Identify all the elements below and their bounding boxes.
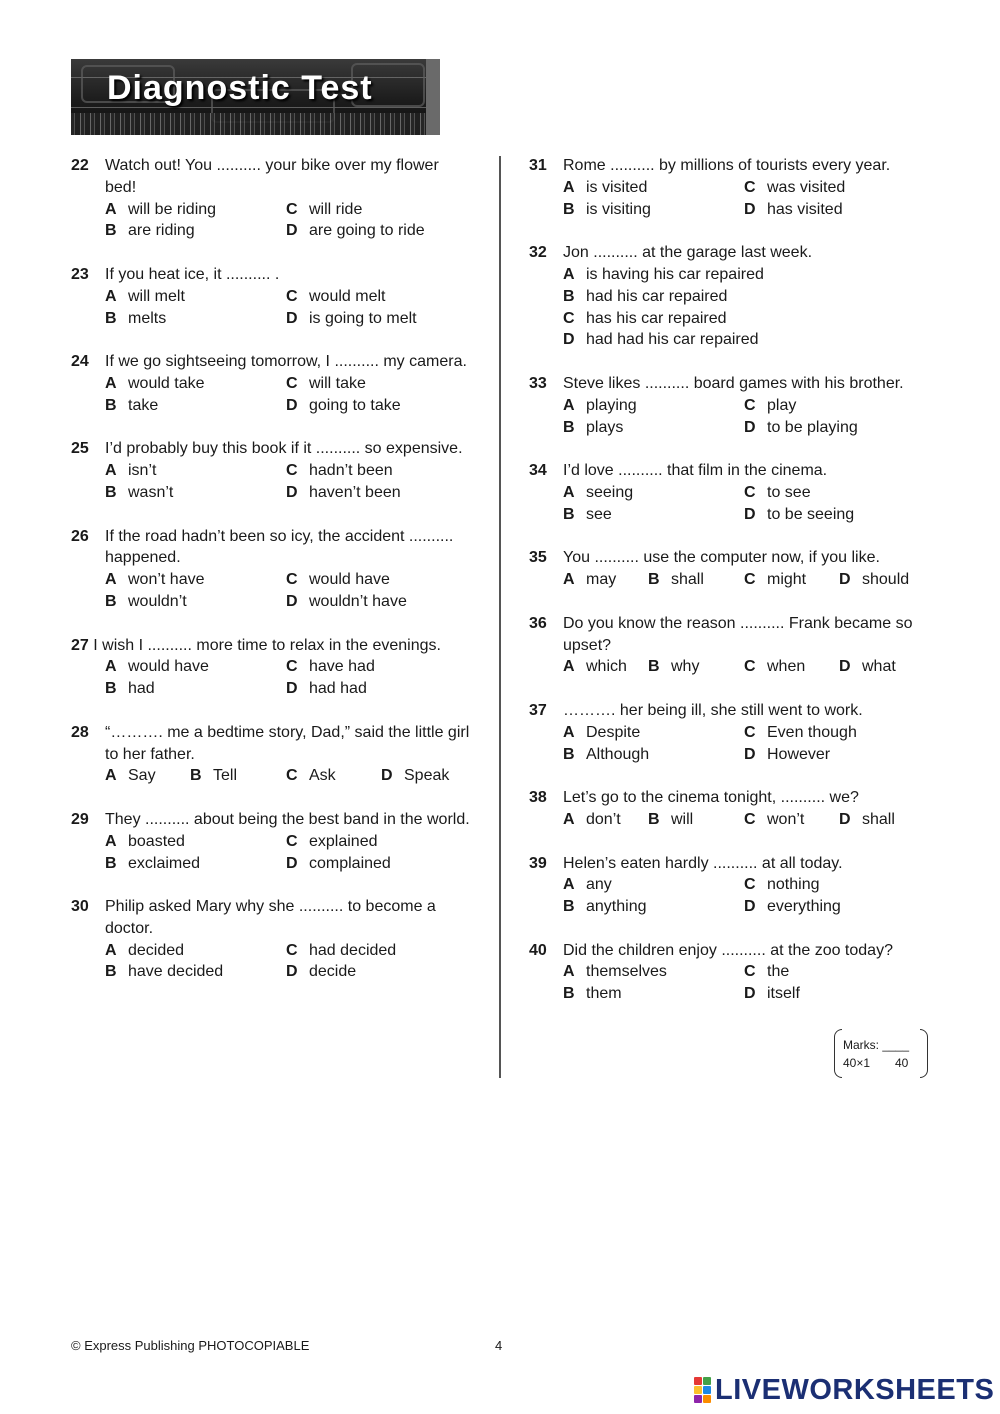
marks-formula: 40×1 xyxy=(843,1056,871,1070)
question-number: 23 xyxy=(71,265,89,283)
question-30 xyxy=(71,896,471,983)
option-a[interactable]: A would have xyxy=(105,658,209,676)
option-d[interactable]: D has visited xyxy=(744,200,843,218)
question-24 xyxy=(71,351,471,416)
option-a[interactable]: A will be riding xyxy=(105,200,217,218)
question-number: 31 xyxy=(529,157,547,174)
option-c[interactable]: C will take xyxy=(286,374,366,392)
option-a[interactable]: A would take xyxy=(105,374,205,392)
option-c[interactable]: C Even though xyxy=(744,723,857,741)
option-a[interactable]: A boasted xyxy=(105,832,185,850)
options xyxy=(105,286,471,330)
marks-total: 40 xyxy=(895,1056,909,1070)
page-number: 4 xyxy=(495,1338,503,1353)
question-text: If you heat ice, it .......... . xyxy=(105,265,280,283)
option-a[interactable]: A themselves xyxy=(563,963,667,981)
option-c[interactable]: C play xyxy=(744,396,797,414)
question-26 xyxy=(71,526,471,613)
question-number: 33 xyxy=(529,374,547,392)
option-d[interactable]: D itself xyxy=(744,985,800,1003)
question-text: I’d love .......... that film in the cinema. xyxy=(563,462,828,480)
question-32 xyxy=(529,242,949,351)
option-c[interactable]: C had decided xyxy=(286,941,397,959)
option-a[interactable]: A seeing xyxy=(563,483,634,501)
option-b[interactable]: B will xyxy=(648,810,694,828)
option-b[interactable]: B have decided xyxy=(105,963,224,981)
option-b[interactable]: B anything xyxy=(563,898,647,916)
option-c[interactable]: C has his car repaired xyxy=(563,309,727,327)
question-text: If the road hadn’t been so icy, the accident .......... happened. xyxy=(105,527,454,567)
options xyxy=(105,373,471,417)
option-d[interactable]: D are going to ride xyxy=(286,222,425,240)
option-a[interactable]: A is visited xyxy=(563,178,648,196)
question-27 xyxy=(71,635,471,700)
option-d[interactable]: D to be playing xyxy=(744,418,858,436)
question-text: If we go sightseeing tomorrow, I .......... my camera. xyxy=(105,353,467,371)
option-c[interactable]: C would have xyxy=(286,571,390,589)
question-text: Do you know the reason .......... Frank became so upset? xyxy=(563,614,913,654)
option-c[interactable]: C would melt xyxy=(286,287,386,305)
question-31 xyxy=(529,155,949,220)
option-d[interactable]: D had had xyxy=(286,680,367,698)
option-a[interactable]: A won’t have xyxy=(105,571,205,589)
question-number: 36 xyxy=(529,614,547,632)
option-d[interactable]: D should xyxy=(839,571,910,589)
options xyxy=(563,809,949,831)
option-c[interactable]: C have had xyxy=(286,658,375,676)
logo-text: LIVEWORKSHEETS xyxy=(715,1373,995,1406)
option-c[interactable]: C the xyxy=(744,963,790,981)
option-b[interactable]: B is visiting xyxy=(563,200,651,218)
option-d[interactable]: D is going to melt xyxy=(286,309,417,327)
right-column xyxy=(529,155,949,1005)
option-d[interactable]: D to be seeing xyxy=(744,505,855,523)
question-text: I’d probably buy this book if it .......... so expensive. xyxy=(105,440,463,458)
option-b[interactable]: B are riding xyxy=(105,222,195,240)
question-23 xyxy=(71,264,471,329)
option-c[interactable]: C when xyxy=(744,658,806,676)
question-text: They .......... about being the best band in the world. xyxy=(105,810,470,828)
liveworksheets-logo[interactable] xyxy=(694,1374,994,1406)
option-b[interactable]: B melts xyxy=(105,309,167,327)
footer-copyright: © Express Publishing PHOTOCOPIABLE xyxy=(71,1338,310,1353)
options xyxy=(105,765,471,787)
option-b[interactable]: B them xyxy=(563,985,622,1003)
options xyxy=(105,831,471,875)
question-number: 38 xyxy=(529,789,547,807)
question-28 xyxy=(71,722,471,787)
question-number: 28 xyxy=(71,723,89,741)
option-a[interactable]: A may xyxy=(563,571,617,589)
options xyxy=(563,961,949,1005)
question-number: 40 xyxy=(529,941,547,959)
option-d[interactable]: D Speak xyxy=(381,767,450,785)
question-34 xyxy=(529,460,949,525)
option-a[interactable]: A any xyxy=(563,876,612,894)
options xyxy=(563,395,949,439)
option-a[interactable]: A playing xyxy=(563,396,637,414)
question-number: 24 xyxy=(71,353,89,371)
option-a[interactable]: A Say xyxy=(105,767,156,785)
option-d[interactable]: D wouldn’t have xyxy=(286,592,407,610)
option-d[interactable]: D complained xyxy=(286,854,391,872)
question-39 xyxy=(529,853,949,918)
option-b[interactable]: B wasn’t xyxy=(105,483,174,501)
option-d[interactable]: D everything xyxy=(744,898,841,916)
marks-label: Marks: ____ xyxy=(843,1038,910,1052)
question-38 xyxy=(529,787,949,831)
question-text: “………. me a bedtime story, Dad,” said the little girl to her father. xyxy=(105,723,470,763)
option-d[interactable]: D decide xyxy=(286,963,357,981)
option-c[interactable]: C will ride xyxy=(286,200,363,218)
question-text: Jon .......... at the garage last week. xyxy=(563,244,813,262)
question-number: 37 xyxy=(529,701,547,719)
logo-tiles-icon xyxy=(694,1377,711,1403)
question-text: Helen’s eaten hardly .......... at all today. xyxy=(563,854,843,872)
option-c[interactable]: C might xyxy=(744,571,807,589)
option-c[interactable]: C nothing xyxy=(744,876,820,894)
question-40 xyxy=(529,940,949,1005)
question-25 xyxy=(71,438,471,503)
option-b[interactable]: B had xyxy=(105,680,155,698)
option-b[interactable]: B Tell xyxy=(190,767,238,785)
option-c[interactable]: C explained xyxy=(286,832,378,850)
question-36 xyxy=(529,613,949,678)
option-d[interactable]: D going to take xyxy=(286,396,401,414)
option-b[interactable]: B wouldn’t xyxy=(105,592,187,610)
page-title: Diagnostic Test xyxy=(107,69,373,107)
question-number: 27 xyxy=(71,636,89,654)
options xyxy=(563,722,949,766)
question-number: 34 xyxy=(529,462,547,480)
question-29 xyxy=(71,809,471,874)
option-c[interactable]: C to see xyxy=(744,483,811,501)
question-number: 29 xyxy=(71,810,89,828)
option-c[interactable]: C hadn’t been xyxy=(286,462,393,480)
options xyxy=(563,656,949,678)
option-a[interactable]: A will melt xyxy=(105,287,185,305)
option-b[interactable]: B exclaimed xyxy=(105,854,201,872)
options xyxy=(105,656,471,700)
option-a[interactable]: A Despite xyxy=(563,723,641,741)
question-33 xyxy=(529,373,949,438)
options xyxy=(105,199,471,243)
question-35 xyxy=(529,547,949,591)
question-number: 39 xyxy=(529,854,547,872)
question-text: Let’s go to the cinema tonight, .......... we? xyxy=(563,789,859,807)
option-b[interactable]: B shall xyxy=(648,571,704,589)
question-text: 27 I wish I .......... more time to relax in the evenings. xyxy=(71,636,441,654)
options xyxy=(105,940,471,984)
options xyxy=(563,177,949,221)
question-text: Rome .......... by millions of tourists every year. xyxy=(563,157,891,174)
question-text: Steve likes .......... board games with his brother. xyxy=(563,374,904,392)
question-number: 25 xyxy=(71,440,89,458)
options xyxy=(105,460,471,504)
option-c[interactable]: C was visited xyxy=(744,178,846,196)
options xyxy=(563,264,949,351)
question-text: You .......... use the computer now, if you like. xyxy=(563,549,880,567)
left-column xyxy=(71,155,471,983)
option-a[interactable]: A don’t xyxy=(563,810,621,828)
question-number: 22 xyxy=(71,157,89,174)
option-b[interactable]: B had his car repaired xyxy=(563,287,728,305)
column-divider xyxy=(499,156,501,1078)
option-c[interactable]: C Ask xyxy=(286,767,336,785)
option-d[interactable]: D had had his car repaired xyxy=(563,331,759,349)
question-37 xyxy=(529,700,949,765)
question-22 xyxy=(71,155,471,242)
question-number: 32 xyxy=(529,244,547,262)
option-a[interactable]: A decided xyxy=(105,941,185,959)
option-d[interactable]: D what xyxy=(839,658,896,676)
question-text: Watch out! You .......... your bike over my flower bed! xyxy=(105,157,439,196)
option-a[interactable]: A is having his car repaired xyxy=(563,265,764,283)
header-banner xyxy=(71,59,440,135)
options xyxy=(105,569,471,613)
question-number: 26 xyxy=(71,527,89,545)
option-b[interactable]: B why xyxy=(648,658,700,676)
options xyxy=(563,482,949,526)
question-text: Philip asked Mary why she .......... to become a doctor. xyxy=(105,898,436,937)
question-text: Did the children enjoy .......... at the zoo today? xyxy=(563,941,893,959)
question-number: 35 xyxy=(529,549,547,567)
option-b[interactable]: B see xyxy=(563,505,612,523)
option-b[interactable]: B plays xyxy=(563,418,624,436)
option-a[interactable]: A isn’t xyxy=(105,462,157,480)
options xyxy=(563,569,949,591)
option-b[interactable]: B take xyxy=(105,396,159,414)
option-d[interactable]: D shall xyxy=(839,810,895,828)
option-c[interactable]: C won’t xyxy=(744,810,805,828)
option-b[interactable]: B Although xyxy=(563,745,650,763)
question-number: 30 xyxy=(71,898,89,916)
marks-box xyxy=(834,1029,928,1078)
question-text: ………. her being ill, she still went to work. xyxy=(563,701,863,719)
option-a[interactable]: A which xyxy=(563,658,627,676)
option-d[interactable]: D However xyxy=(744,745,831,763)
options xyxy=(563,874,949,918)
option-d[interactable]: D haven’t been xyxy=(286,483,401,501)
